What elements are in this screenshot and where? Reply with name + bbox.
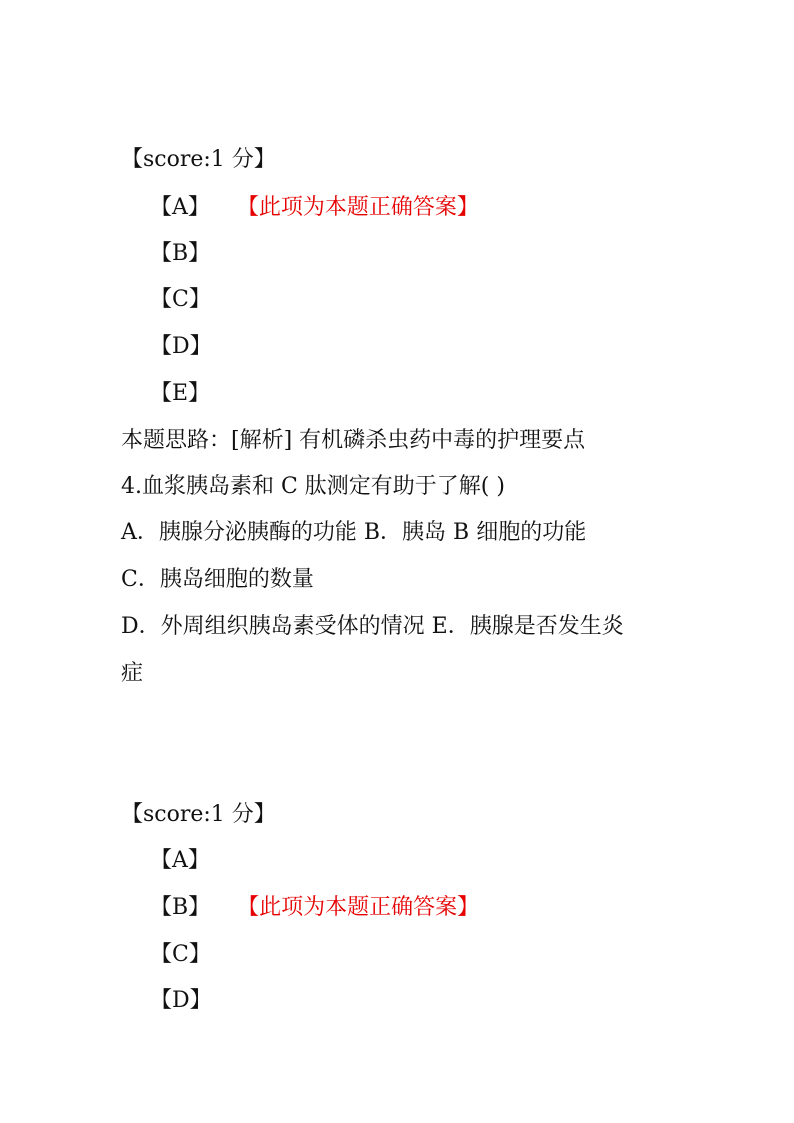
question-options-ab: A．胰腺分泌胰酶的功能 B．胰岛 B 细胞的功能 xyxy=(121,520,587,545)
option-c-2: 【C】 xyxy=(150,942,211,967)
option-b-1: 【B】 xyxy=(150,241,211,266)
analysis-text: 本题思路：[解析] 有机磷杀虫药中毒的护理要点 xyxy=(121,428,586,453)
option-a-2: 【A】 xyxy=(150,848,210,873)
option-a-1 xyxy=(150,193,479,223)
question-options-de: D．外周组织胰岛素受体的情况 E．胰腺是否发生炎 xyxy=(121,614,624,639)
option-d-2: 【D】 xyxy=(150,988,212,1013)
correct-answer-mark: 【此项为本题正确答案】 xyxy=(247,195,479,220)
option-b-label: 【B】 xyxy=(150,895,211,920)
score-label-2: 【score:1 分】 xyxy=(121,802,276,827)
option-c-1: 【C】 xyxy=(150,287,211,312)
question-options-continuation: 症 xyxy=(121,661,144,686)
option-b-2 xyxy=(150,893,479,923)
question-option-c: C．胰岛细胞的数量 xyxy=(121,567,314,592)
option-a-label: 【A】 xyxy=(150,195,210,220)
correct-answer-mark: 【此项为本题正确答案】 xyxy=(248,895,480,920)
option-d-1: 【D】 xyxy=(150,334,212,359)
score-label-1: 【score:1 分】 xyxy=(121,147,276,172)
option-e-1: 【E】 xyxy=(150,381,211,406)
question-stem: 4.血浆胰岛素和 C 肽测定有助于了解( ) xyxy=(121,474,505,499)
